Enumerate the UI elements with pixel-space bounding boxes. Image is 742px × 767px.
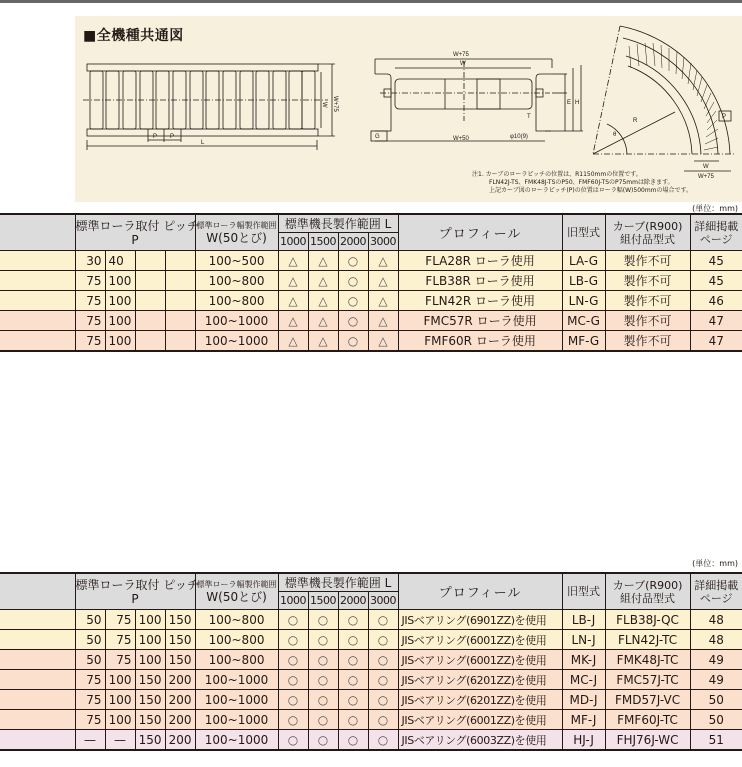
profile-cell: JISベアリング(6003ZZ)を使用 [398,730,562,751]
top-rule [0,0,742,3]
header-pitch-sub: P [131,591,139,606]
pitch-cell: 200 [165,710,195,730]
header-curve-label: カーブ(R900) [612,219,683,233]
unit-label: (単位：mm) [692,204,738,213]
profile-cell: JISベアリング(6001ZZ)を使用 [398,710,562,730]
curve-model-cell: FLB38J-QC [605,610,690,630]
old-model-cell: MC-G [562,311,605,331]
width-range-cell: 100~1000 [195,331,278,352]
length-availability-cell: ○ [338,670,368,690]
header-pitch [75,573,199,610]
length-availability-cell: ○ [338,650,368,670]
length-availability-cell: △ [368,291,398,311]
length-availability-cell: △ [278,331,308,352]
table-row [0,650,742,670]
pitch-cell: 75 [105,650,135,670]
page-cell: 45 [690,251,742,271]
pitch-cell: 200 [165,730,195,751]
curve-model-cell: 製作不可 [605,291,690,311]
header-page [690,573,742,610]
length-availability-cell: ○ [278,690,308,710]
pitch-cell [135,291,165,311]
width-range-cell: 100~500 [195,251,278,271]
profile-cell: FLB38R ローラ使用 [398,271,562,291]
length-availability-cell: △ [308,271,338,291]
table-row [0,710,742,730]
pitch-cell: 150 [135,710,165,730]
old-model-cell: LB-J [562,610,605,630]
header-width-label: 標準ローラ幅製作範囲 [196,220,277,230]
length-availability-cell: △ [278,311,308,331]
pitch-cell: 100 [135,650,165,670]
pitch-cell: — [105,730,135,751]
row-label-cell [0,630,75,650]
table-row [0,331,742,352]
curve-model-cell: FHJ76J-WC [605,730,690,751]
length-availability-cell: ○ [278,670,308,690]
old-model-cell: LN-J [562,630,605,650]
profile-cell: JISベアリング(6001ZZ)を使用 [398,650,562,670]
page-cell: 48 [690,630,742,650]
table-row [0,690,742,710]
pitch-cell: 75 [75,710,105,730]
length-availability-cell: ○ [338,730,368,751]
plan-view-drawing [83,56,348,156]
page-cell: 45 [690,271,742,291]
table-row [0,670,742,690]
header-curve-sub: 組付品型式 [620,232,676,246]
length-availability-cell: ○ [338,311,368,331]
common-drawing-figure [75,16,742,202]
length-availability-cell: △ [278,271,308,291]
pitch-cell: 100 [105,710,135,730]
length-availability-cell: ○ [338,690,368,710]
dim-h-label: H [575,100,580,106]
pitch-cell: 100 [105,291,135,311]
header-page-label: 詳細掲載 [694,219,739,233]
length-availability-cell: ○ [308,610,338,630]
old-model-cell: MF-J [562,710,605,730]
pitch-cell: 40 [105,251,135,271]
pitch-cell: 75 [75,690,105,710]
header-length: 標準機長製作範囲 L [278,214,398,233]
pitch-cell: 50 [75,610,105,630]
dim-p-label: P [722,114,727,120]
header-width-label: 標準ローラ幅製作範囲 [196,579,277,589]
page-cell: 49 [690,670,742,690]
width-range-cell: 100~1000 [195,311,278,331]
dim-w-label: W [703,164,709,170]
curve-model-cell: FMK48J-TC [605,650,690,670]
header-curve-model [605,573,690,610]
old-model-cell: LN-G [562,291,605,311]
note-line-3: 上記カーブ図のローラピッチ(P)の位置はローラ幅(W)500mmの場合です。 [489,187,693,194]
header-pitch [75,214,199,251]
dim-w75-label: W+75 [453,52,469,58]
section-view-drawing [365,46,590,156]
pitch-cell: 100 [105,690,135,710]
header-profile: プロフィール [398,214,562,251]
row-label-cell [0,311,75,331]
note-line-2: FLN42J-TS、FMK48J-TSのP50、FMF60J-TSのP75mmは除きます。 [489,179,674,186]
length-availability-cell: ○ [308,690,338,710]
row-label-cell [0,610,75,630]
table-row [0,251,742,271]
header-width-sub: W(50とび) [206,230,267,245]
length-availability-cell: △ [308,291,338,311]
width-range-cell: 100~1000 [195,670,278,690]
header-curve-label: カーブ(R900) [612,578,683,592]
header-blank [0,573,75,610]
table-row [0,271,742,291]
header-pitch-label: 標準ローラ取付 ピッチ [75,577,199,592]
pitch-cell: 75 [75,331,105,352]
dim-w50-label: W+50 [453,136,469,142]
old-model-cell: MK-J [562,650,605,670]
pitch-cell: — [75,730,105,751]
length-availability-cell: ○ [278,610,308,630]
row-label-cell [0,690,75,710]
width-range-cell: 100~1000 [195,710,278,730]
pitch-cell [135,331,165,352]
header-old-model: 旧型式 [562,573,605,610]
pitch-cell: 150 [135,670,165,690]
old-model-cell: MD-J [562,690,605,710]
pitch-cell: 75 [75,271,105,291]
curve-model-cell: 製作不可 [605,251,690,271]
pitch-cell: 75 [105,630,135,650]
length-availability-cell: △ [368,311,398,331]
page-cell: 50 [690,690,742,710]
profile-cell: JISベアリング(6901ZZ)を使用 [398,610,562,630]
curve-model-cell: FMD57J-VC [605,690,690,710]
length-availability-cell: ○ [338,610,368,630]
dim-e-label: E [567,100,572,106]
pitch-cell [135,271,165,291]
pitch-cell: 150 [165,630,195,650]
dim-l-label: L [201,140,205,146]
row-label-cell [0,271,75,291]
header-length-1000: 1000 [278,592,308,610]
header-length-3000: 3000 [368,233,398,251]
length-availability-cell: △ [308,331,338,352]
header-length-2000: 2000 [338,233,368,251]
header-length-3000: 3000 [368,592,398,610]
width-range-cell: 100~800 [195,650,278,670]
table-row [0,311,742,331]
dim-theta-label: θ [613,132,617,138]
old-model-cell: LA-G [562,251,605,271]
old-model-cell: LB-G [562,271,605,291]
pitch-cell: 75 [105,610,135,630]
pitch-cell: 150 [165,610,195,630]
curve-model-cell: 製作不可 [605,271,690,291]
pitch-cell [135,311,165,331]
curve-model-cell: 製作不可 [605,331,690,352]
dim-shaft-label: φ10(9) [510,134,528,140]
pitch-cell [165,331,195,352]
length-availability-cell: △ [308,251,338,271]
length-availability-cell: ○ [278,710,308,730]
table-row [0,730,742,751]
row-label-cell [0,251,75,271]
length-availability-cell: ○ [368,690,398,710]
header-length: 標準機長製作範囲 L [278,573,398,592]
page-cell: 46 [690,291,742,311]
pitch-cell [165,311,195,331]
page-cell: 51 [690,730,742,751]
table-row [0,610,742,630]
curve-view-drawing [585,16,742,180]
length-availability-cell: ○ [308,730,338,751]
length-availability-cell: △ [278,291,308,311]
length-availability-cell: ○ [368,630,398,650]
table-row [0,630,742,650]
dim-p-label: P [153,134,158,140]
pitch-cell: 75 [75,670,105,690]
old-model-cell: HJ-J [562,730,605,751]
gravity-roller-spec-table [0,213,742,352]
table-row [0,291,742,311]
pitch-cell: 100 [105,311,135,331]
profile-cell: FMC57R ローラ使用 [398,311,562,331]
length-availability-cell: ○ [368,670,398,690]
length-availability-cell: ○ [308,650,338,670]
length-availability-cell: ○ [338,630,368,650]
length-availability-cell: ○ [338,331,368,352]
length-availability-cell: ○ [368,610,398,630]
header-length-2000: 2000 [338,592,368,610]
profile-cell: JISベアリング(6201ZZ)を使用 [398,670,562,690]
pitch-cell: 150 [165,650,195,670]
row-label-cell [0,710,75,730]
header-profile: プロフィール [398,573,562,610]
length-availability-cell: ○ [338,710,368,730]
dim-p-label: P [170,134,175,140]
header-pitch-label: 標準ローラ取付 ピッチ [75,218,199,233]
figure-title: ■全機種共通図 [83,28,184,44]
width-range-cell: 100~800 [195,271,278,291]
width-range-cell: 100~800 [195,630,278,650]
header-pitch-sub: P [131,232,139,247]
header-length-1500: 1500 [308,592,338,610]
pitch-cell: 100 [135,630,165,650]
length-availability-cell: ○ [368,710,398,730]
page-cell: 50 [690,710,742,730]
header-width-sub: W(50とび) [206,589,267,604]
header-curve-sub: 組付品型式 [620,591,676,605]
pitch-cell: 100 [105,271,135,291]
width-range-cell: 100~1000 [195,730,278,751]
pitch-cell: 75 [75,291,105,311]
width-range-cell: 100~800 [195,291,278,311]
pitch-cell: 30 [75,251,105,271]
length-availability-cell: △ [278,251,308,271]
row-label-cell [0,331,75,352]
pitch-cell: 200 [165,690,195,710]
dim-w75-label: W+75 [332,96,338,112]
length-availability-cell: △ [368,331,398,352]
length-availability-cell: △ [308,311,338,331]
profile-cell: FLA28R ローラ使用 [398,251,562,271]
old-model-cell: MF-G [562,331,605,352]
pitch-cell [165,291,195,311]
pitch-cell: 150 [135,690,165,710]
pitch-cell: 100 [105,670,135,690]
old-model-cell: MC-J [562,670,605,690]
curve-model-cell: FLN42J-TC [605,630,690,650]
length-availability-cell: ○ [308,670,338,690]
header-length-1500: 1500 [308,233,338,251]
length-availability-cell: ○ [368,650,398,670]
pitch-cell: 100 [135,610,165,630]
header-page-sub: ページ [699,591,733,605]
profile-cell: JISベアリング(6201ZZ)を使用 [398,690,562,710]
row-label-cell [0,291,75,311]
header-page-label: 詳細掲載 [694,578,739,592]
pitch-cell [165,271,195,291]
length-availability-cell: ○ [338,251,368,271]
width-range-cell: 100~1000 [195,690,278,710]
pitch-cell: 150 [135,730,165,751]
header-width [195,573,278,610]
length-availability-cell: ○ [308,710,338,730]
length-availability-cell: △ [368,251,398,271]
dim-w75-label: W+75 [698,174,714,180]
dim-r-label: R [633,118,638,124]
note-line-1: 注1. カーブのローラピッチの位置は、R1150mmの位置です。 [472,171,642,178]
unit-label: (単位：mm) [692,559,738,568]
bearing-roller-spec-table [0,572,742,751]
length-availability-cell: ○ [338,271,368,291]
dim-g-label: G [375,134,380,140]
header-page [690,214,742,251]
curve-model-cell: FMF60J-TC [605,710,690,730]
row-label-cell [0,730,75,751]
profile-cell: FLN42R ローラ使用 [398,291,562,311]
profile-cell: FMF60R ローラ使用 [398,331,562,352]
pitch-cell: 50 [75,650,105,670]
pitch-cell [165,251,195,271]
pitch-cell [135,251,165,271]
length-availability-cell: ○ [278,730,308,751]
curve-model-cell: 製作不可 [605,311,690,331]
length-availability-cell: ○ [278,650,308,670]
length-availability-cell: ○ [308,630,338,650]
header-width [195,214,278,251]
dim-w-label: W [321,102,327,108]
header-curve-model [605,214,690,251]
pitch-cell: 75 [75,311,105,331]
row-label-cell [0,670,75,690]
length-availability-cell: △ [368,271,398,291]
pitch-cell: 50 [75,630,105,650]
header-length-1000: 1000 [278,233,308,251]
pitch-cell: 200 [165,670,195,690]
header-blank [0,214,75,251]
length-availability-cell: ○ [278,630,308,650]
header-page-sub: ページ [699,232,733,246]
dim-t-label: T [527,114,531,120]
page-cell: 47 [690,311,742,331]
pitch-cell: 100 [105,331,135,352]
profile-cell: JISベアリング(6001ZZ)を使用 [398,630,562,650]
figure-notes [472,171,692,195]
dim-w-label: W [460,61,466,67]
width-range-cell: 100~800 [195,610,278,630]
length-availability-cell: ○ [368,730,398,751]
curve-model-cell: FMC57J-TC [605,670,690,690]
page-cell: 48 [690,610,742,630]
page-cell: 47 [690,331,742,352]
header-old-model: 旧型式 [562,214,605,251]
page-cell: 49 [690,650,742,670]
length-availability-cell: ○ [338,291,368,311]
row-label-cell [0,650,75,670]
